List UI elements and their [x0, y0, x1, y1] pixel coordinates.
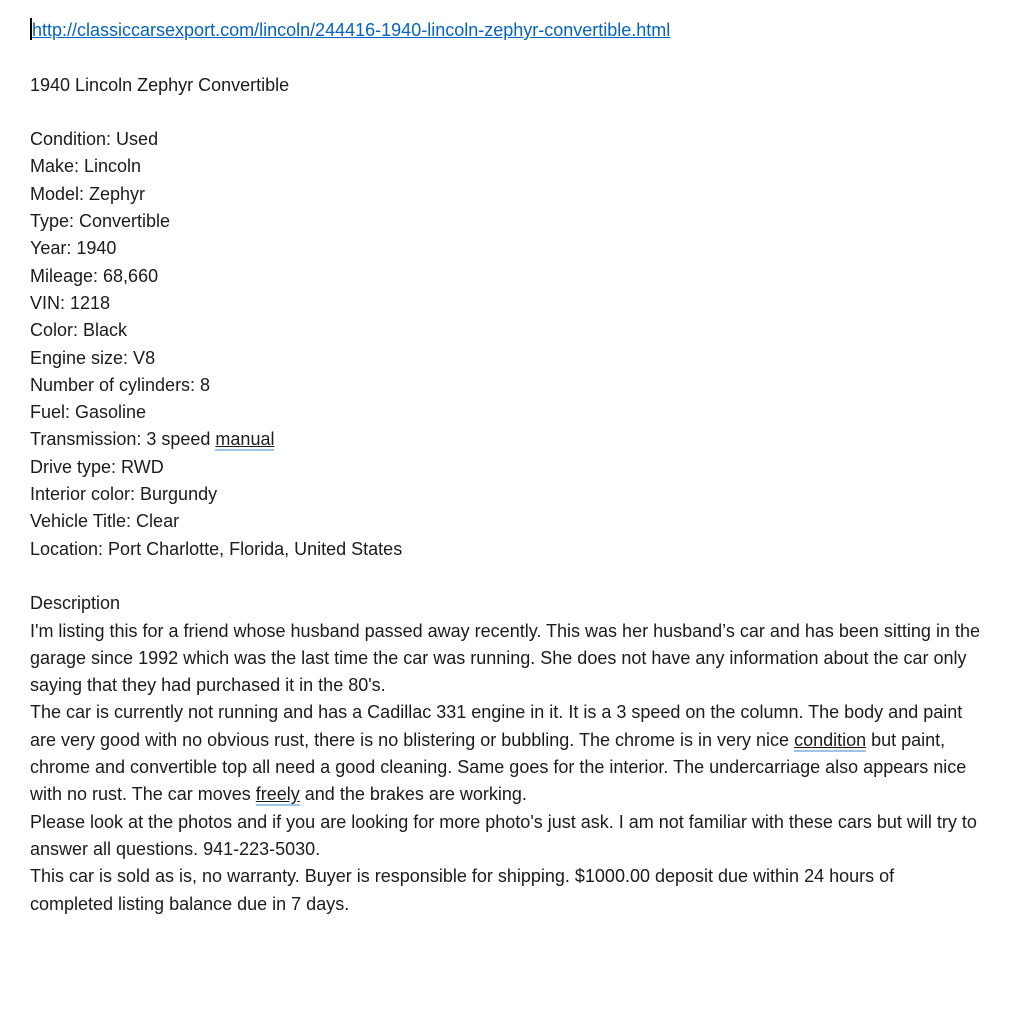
text-segment: I'm listing this for a friend whose husband passed away recently. This was her husband’s car and has been sitting in the garage since 1992 which was the last time the car was running. She does not have any information about the car only saying that they had purchased it in the 80's. — [30, 620, 980, 696]
spec-line — [30, 426, 989, 453]
spacer — [30, 563, 989, 590]
text-segment: The car is currently not running and has a Cadillac 331 engine in it. It is a 3 speed on the column. The body and paint are very good with no obvious rust, there is no blistering or bubbling. The chrome is in very nice — [30, 702, 963, 750]
text-segment: Transmission: 3 speed — [30, 429, 216, 450]
spacer — [30, 44, 989, 71]
url-line — [30, 17, 989, 44]
description-paragraph — [30, 618, 982, 700]
spec-list — [30, 126, 989, 563]
underlined-word: freely — [255, 784, 300, 805]
description-heading: Description — [30, 593, 121, 614]
spec-line — [30, 372, 989, 399]
description-paragraph — [30, 699, 982, 808]
text-segment: Year: 1940 — [30, 238, 117, 259]
spec-line — [30, 153, 989, 180]
listing-url-link[interactable]: http://classiccarsexport.com/lincoln/244416-1940-lincoln-zephyr-convertible.html — [32, 20, 671, 40]
text-segment: This car is sold as is, no warranty. Buyer is responsible for shipping. $1000.00 deposit due within 24 hours of completed listing balance due in 7 days. — [30, 866, 895, 914]
spec-line — [30, 508, 989, 535]
spec-line — [30, 208, 989, 235]
spec-line — [30, 181, 989, 208]
spec-line — [30, 399, 989, 426]
description-paragraph — [30, 809, 982, 864]
spec-line — [30, 263, 989, 290]
text-segment: Make: Lincoln — [30, 156, 142, 177]
listing-title: 1940 Lincoln Zephyr Convertible — [30, 74, 290, 95]
spec-line — [30, 290, 989, 317]
spec-line — [30, 126, 989, 153]
text-segment: Engine size: V8 — [30, 347, 156, 368]
text-segment: Fuel: Gasoline — [30, 402, 147, 423]
text-segment: Please look at the photos and if you are looking for more photo's just ask. I am not familiar with these cars but will try to answer all questions. 941-223-5030. — [30, 811, 977, 859]
underlined-word: condition — [794, 729, 867, 750]
text-segment: Drive type: RWD — [30, 456, 164, 477]
spec-line — [30, 536, 989, 563]
text-segment: but paint, chrome and convertible top all need a good cleaning. Same goes for the interior. The undercarriage also appears nice with no rust. The car moves — [30, 729, 967, 805]
text-segment: Interior color: Burgundy — [30, 484, 218, 505]
text-segment: Number of cylinders: 8 — [30, 374, 211, 395]
text-segment: and the brakes are working. — [299, 784, 527, 805]
text-segment: Vehicle Title: Clear — [30, 511, 180, 532]
description-paragraph — [30, 863, 982, 918]
description-paragraphs — [30, 618, 989, 918]
spec-line — [30, 454, 989, 481]
text-segment: Model: Zephyr — [30, 183, 146, 204]
spec-line — [30, 235, 989, 262]
text-segment: Location: Port Charlotte, Florida, United States — [30, 538, 403, 559]
text-segment: Color: Black — [30, 320, 128, 341]
text-segment: Type: Convertible — [30, 211, 171, 232]
spec-line — [30, 481, 989, 508]
spacer — [30, 99, 989, 126]
spec-line — [30, 317, 989, 344]
underlined-word: manual — [215, 429, 275, 450]
text-segment: Condition: Used — [30, 129, 159, 150]
text-segment: VIN: 1218 — [30, 292, 111, 313]
text-segment: Mileage: 68,660 — [30, 265, 159, 286]
spec-line — [30, 345, 989, 372]
